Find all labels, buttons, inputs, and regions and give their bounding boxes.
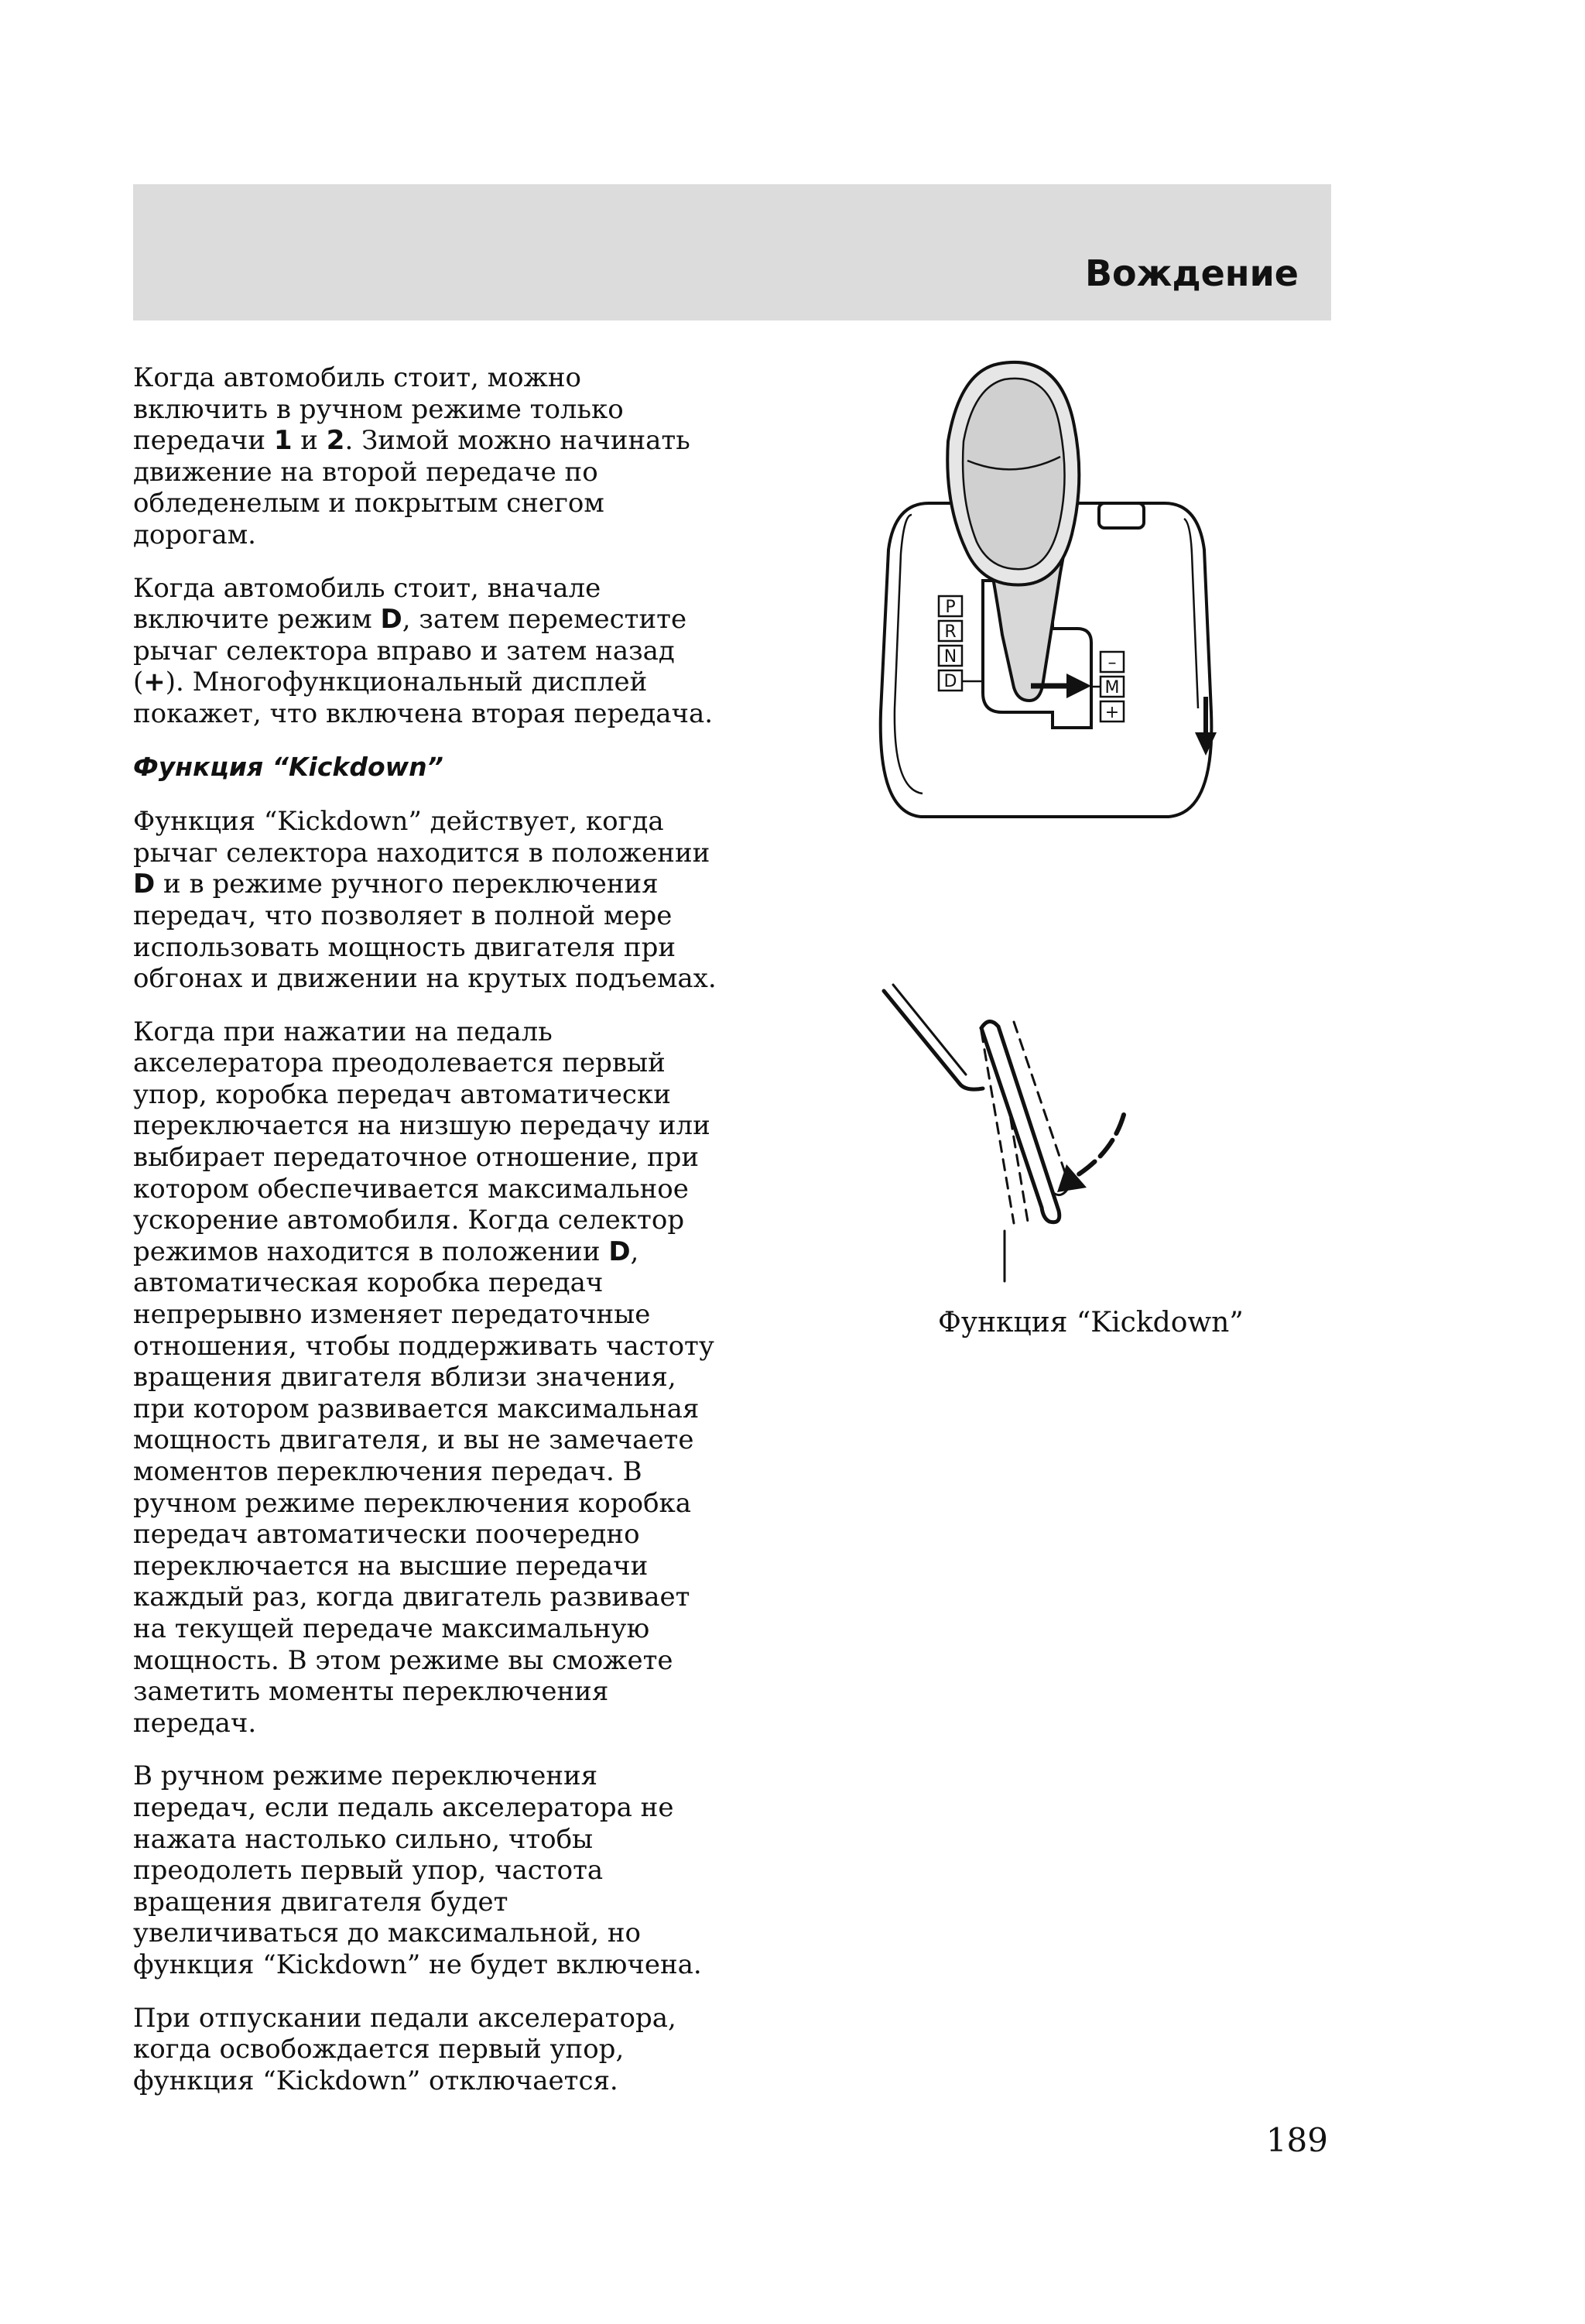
gate-label-p: P [945, 598, 956, 617]
section-header-bar [133, 184, 1331, 320]
paragraph-kickdown-detail [133, 1016, 721, 1740]
paragraph-kickdown-intro [133, 806, 721, 995]
p1-text-a: Когда автомобиль стоит, можно включить в ручном режиме только передачи [133, 362, 624, 457]
paragraph-manual-mode: В ручном режиме переключения передач, если педаль акселератора не нажата настолько сильно, чтобы преодолеть первый упор, частота вращения двигателя будет увеличиваться до максимальной, но функция “Kickdown” не будет включена. [133, 1760, 702, 1980]
pedal-arm [981, 1021, 1060, 1222]
mode-d-label: D [380, 604, 402, 636]
mode-d-label: D [608, 1236, 631, 1267]
paragraph-second-gear [133, 573, 721, 730]
gate-label-n: N [943, 647, 957, 667]
paragraph-manual-start [133, 362, 721, 551]
p2-text-b: , затем переместите рычаг селектора вправо и затем назад ( [133, 604, 687, 698]
p3-text-a: Функция “Kickdown” действует, когда рычаг селектора находится в положении [133, 806, 710, 869]
paragraph-release: При отпускании педали акселератора, когда освобождается первый упор, функция “Kickdown” отключается. [133, 2002, 676, 2096]
gate-label-d: D [943, 672, 957, 691]
gate-label-r: R [944, 622, 957, 642]
p4-text-a: Когда при нажатии на педаль акселератора преодолевается первый упор, коробка передач автоматически переключается на низшую передачу или выбирает передаточное отношение, при котором обеспечивается максимальное ускорение автомобиля. Когда селектор режимов находится в положении [133, 1016, 710, 1267]
plus-label: + [143, 667, 166, 698]
selector-button [1099, 503, 1144, 528]
curved-arrow-icon [1057, 1164, 1087, 1192]
mode-d-label: D [133, 869, 156, 900]
p3-text-b: и в режиме ручного переключения передач, что позволяет в полной мере использовать мощность двигателя при обгонах и движении на крутых подъемах. [133, 869, 717, 995]
kickdown-heading: Функция “Kickdown” [133, 751, 443, 782]
page-number: 189 [1265, 2121, 1328, 2159]
gear-2-label: 2 [326, 425, 345, 457]
main-text-column [133, 362, 721, 2118]
pedal-kickdown-figure [867, 975, 1192, 1285]
p1-text-b: и [292, 425, 327, 457]
pedal-figure-caption: Функция “Kickdown” [938, 1307, 1244, 1339]
gear-selector-figure [867, 356, 1238, 836]
p4-text-b: , автоматическая коробка передач непрерывно изменяет передаточные отношения, чтобы поддерживать частоту вращения двигателя вблизи значения, при котором развивается максимальная мощность двигателя, и вы не замечаете моментов переключения передач. В ручном режиме переключения коробка передач автоматически поочередно переключается на высшие передачи каждый раз, когда двигатель развивает на текущей передаче максимальную мощность. В этом режиме вы сможете заметить моменты переключения передач. [133, 1236, 714, 1739]
gear-1-label: 1 [273, 425, 293, 457]
p2-text-a: Когда автомобиль стоит, вначале включите режим [133, 572, 601, 636]
p1-text-c: . Зимой можно начинать движение на второй передаче по обледенелым и покрытым снегом дорогам. [133, 425, 690, 550]
gate-label-minus: – [1107, 653, 1117, 673]
p2-text-c: ). Многофункциональный дисплей покажет, что включена вторая передача. [133, 667, 714, 729]
gate-label-m: M [1104, 678, 1120, 698]
gate-label-plus: + [1104, 703, 1120, 722]
section-title: Вождение [1085, 252, 1299, 294]
